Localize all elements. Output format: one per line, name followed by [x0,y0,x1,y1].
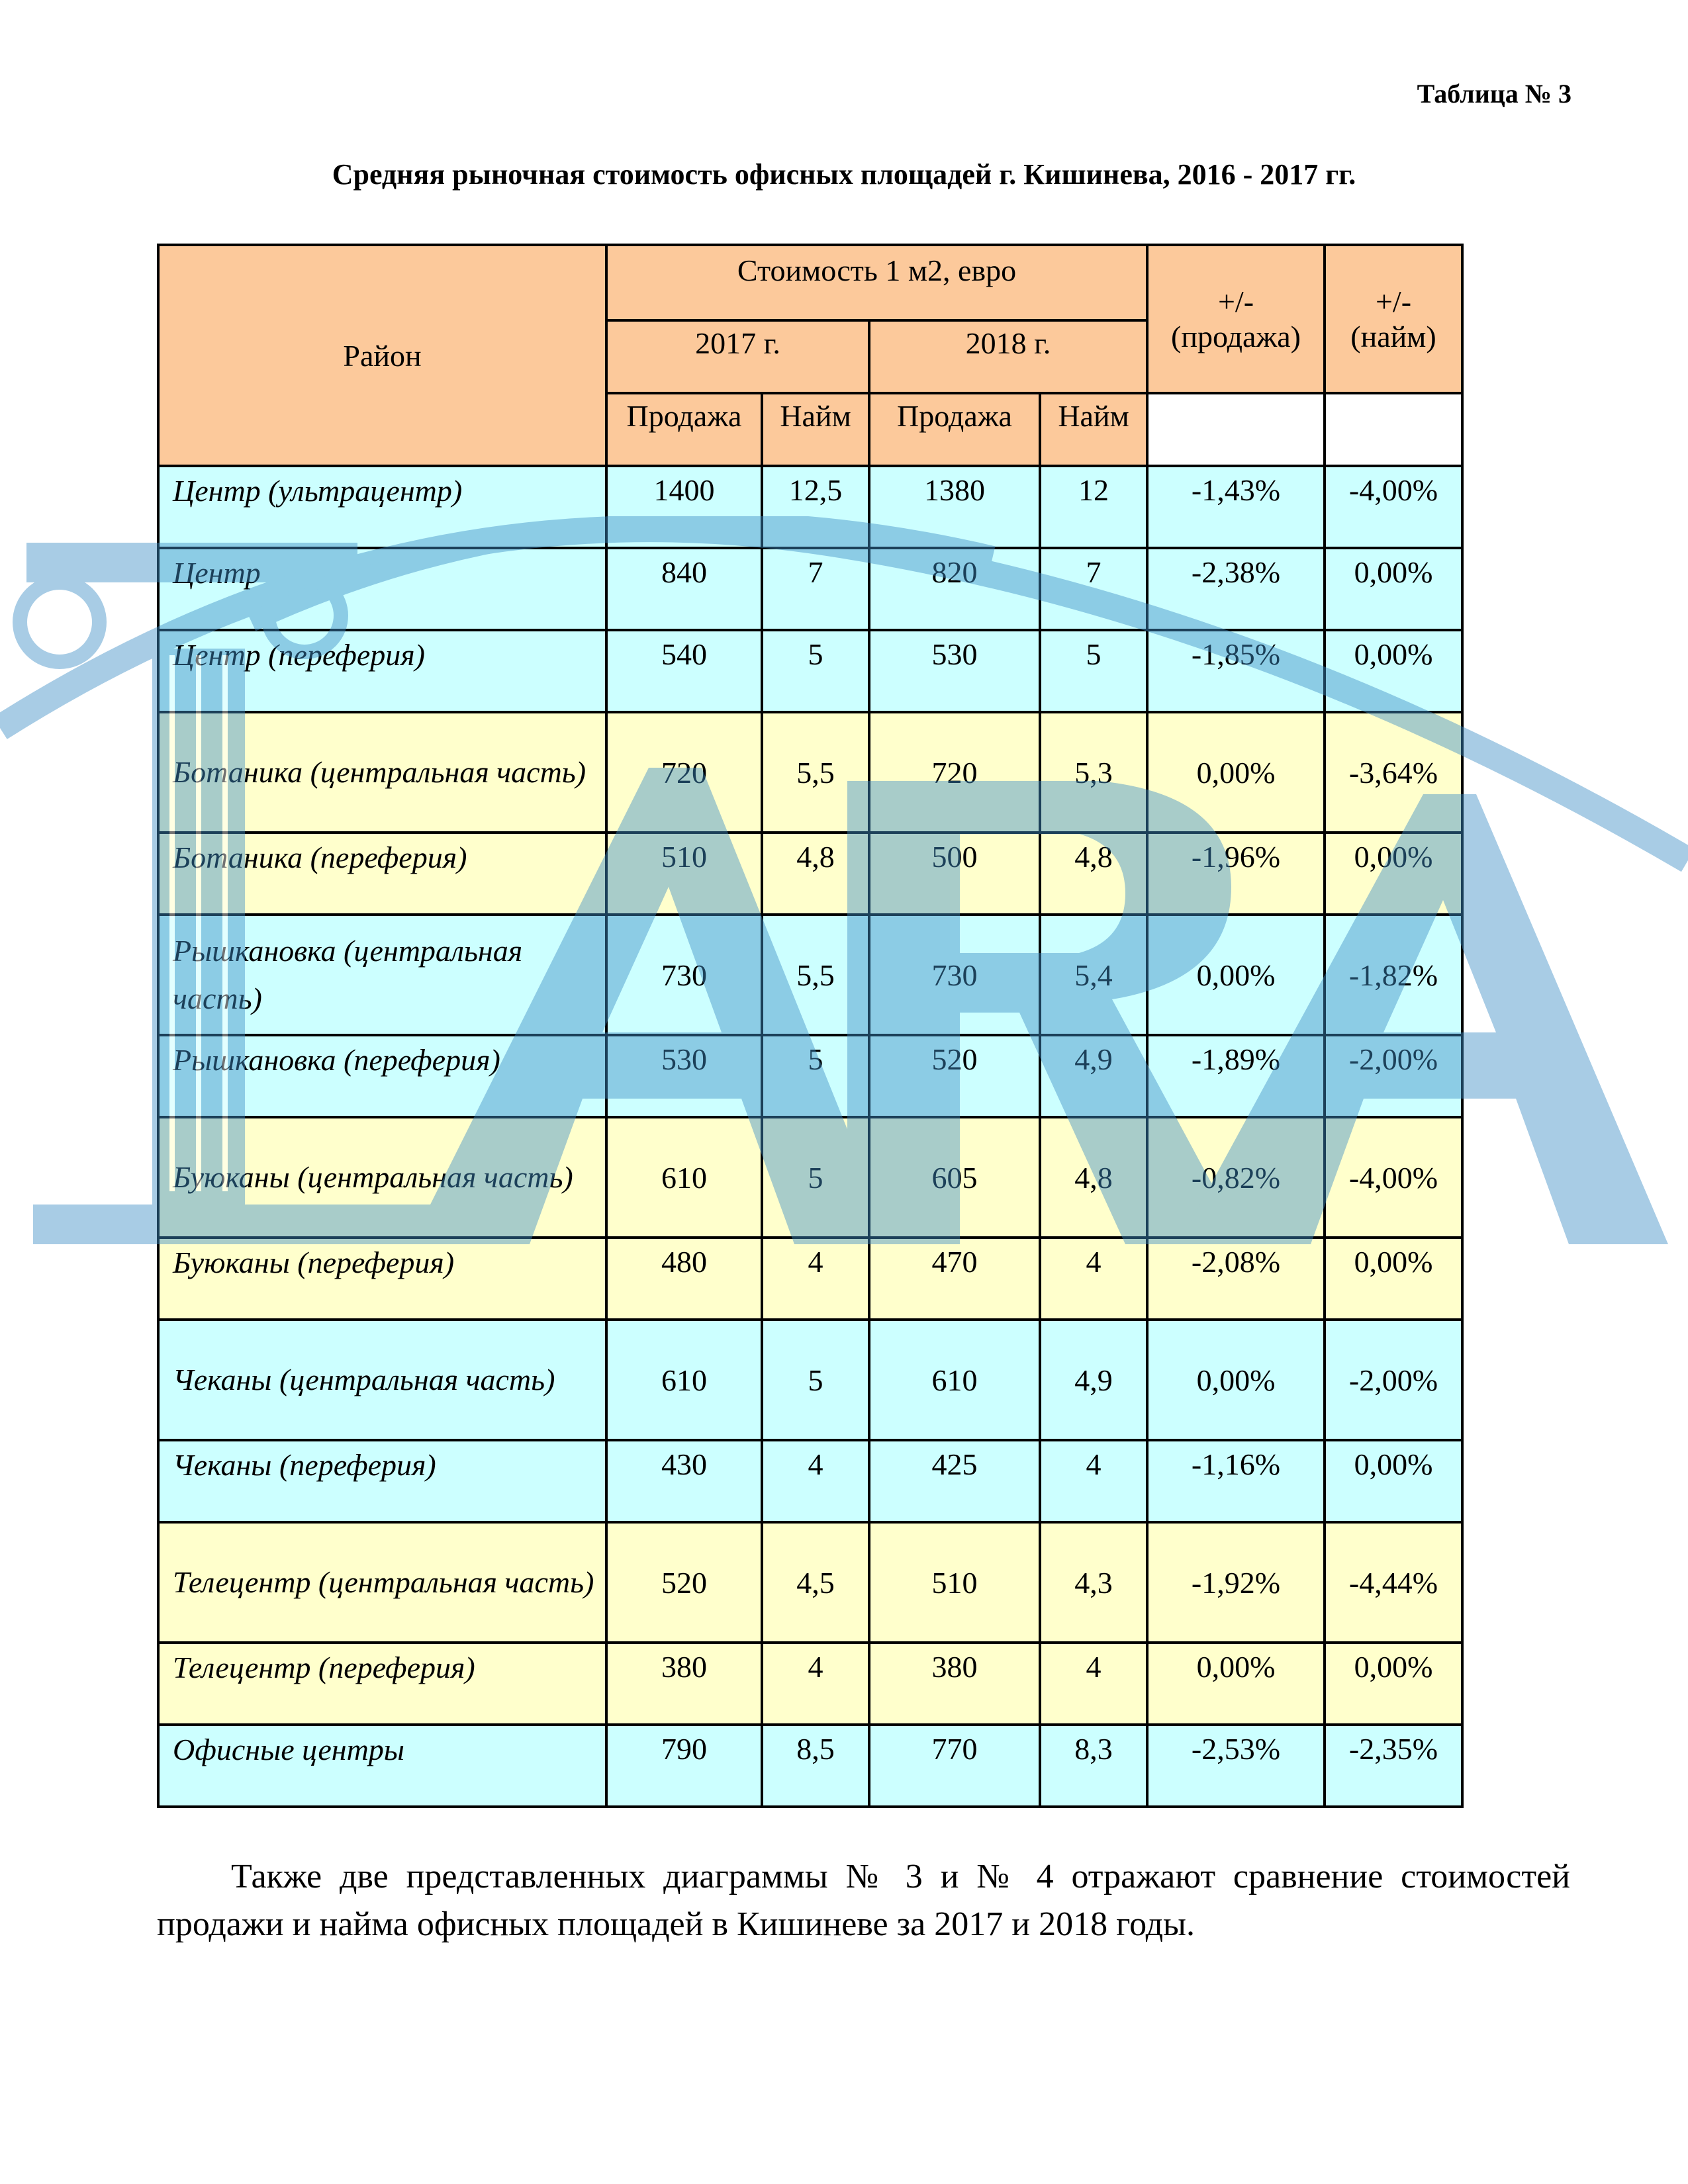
header-delta-rent-label: (найм) [1350,320,1436,353]
header-year-2018: 2018 г. [869,320,1147,393]
cell-delta-rent: -2,00% [1325,1320,1462,1440]
cell-delta-sale: -2,53% [1147,1725,1325,1807]
cell-rent-2018: 4 [1040,1643,1147,1725]
cell-delta-rent: -2,00% [1325,1035,1462,1117]
header-delta-rent [1325,245,1462,393]
cell-rent-2017: 12,5 [762,466,869,548]
office-price-table [157,244,1464,1808]
cell-sale-2017: 840 [606,548,762,630]
cell-sale-2018: 605 [869,1117,1040,1238]
cell-sale-2018: 770 [869,1725,1040,1807]
cell-delta-rent: 0,00% [1325,630,1462,712]
cell-sale-2017: 730 [606,915,762,1035]
cell-sale-2017: 520 [606,1522,762,1643]
cell-rent-2017: 5,5 [762,915,869,1035]
table-row [158,1440,1462,1522]
cell-rent-2018: 4,8 [1040,1117,1147,1238]
header-delta-rent-sign: +/- [1375,285,1412,318]
cell-sale-2017: 610 [606,1320,762,1440]
cell-rayon: Ботаника (переферия) [158,833,606,915]
header-year-2017: 2017 г. [606,320,869,393]
cell-rent-2018: 4,3 [1040,1522,1147,1643]
table-row [158,630,1462,712]
cell-sale-2018: 1380 [869,466,1040,548]
document-title: Средняя рыночная стоимость офисных площадей г. Кишинева, 2016 - 2017 гг. [332,158,1356,191]
table-row [158,915,1462,1035]
cell-sale-2018: 820 [869,548,1040,630]
cell-delta-sale: -2,08% [1147,1238,1325,1320]
body-paragraph: Также две представленных диаграммы № 3 и № 4 отражают сравнение стоимостей продажи и найма офисных площадей в Кишиневе за 2017 и 2018 годы. [157,1858,1570,1943]
cell-sale-2018: 610 [869,1320,1040,1440]
cell-sale-2017: 790 [606,1725,762,1807]
cell-rayon: Чеканы (переферия) [158,1440,606,1522]
cell-delta-rent: -4,44% [1325,1522,1462,1643]
cell-sale-2017: 1400 [606,466,762,548]
cell-sale-2018: 425 [869,1440,1040,1522]
cell-rent-2017: 5 [762,1320,869,1440]
cell-rent-2017: 7 [762,548,869,630]
cell-delta-sale: -1,16% [1147,1440,1325,1522]
cell-sale-2018: 380 [869,1643,1040,1725]
cell-sale-2017: 480 [606,1238,762,1320]
cell-rayon: Телецентр (центральная часть) [158,1522,606,1643]
header-sale-2017: Продажа [606,393,762,466]
cell-sale-2018: 530 [869,630,1040,712]
cell-rent-2018: 5,3 [1040,712,1147,833]
header-rent-2017: Найм [762,393,869,466]
cell-rent-2018: 4 [1040,1238,1147,1320]
cell-rayon: Буюканы (переферия) [158,1238,606,1320]
cell-delta-rent: -4,00% [1325,1117,1462,1238]
cell-rayon: Центр (переферия) [158,630,606,712]
cell-delta-rent: 0,00% [1325,1440,1462,1522]
cell-delta-sale: 0,00% [1147,1320,1325,1440]
cell-sale-2018: 520 [869,1035,1040,1117]
header-cost: Стоимость 1 м2, евро [606,245,1147,320]
cell-rayon: Буюканы (центральная часть) [158,1117,606,1238]
table-row [158,833,1462,915]
cell-rent-2018: 8,3 [1040,1725,1147,1807]
cell-delta-rent: 0,00% [1325,833,1462,915]
cell-delta-rent: 0,00% [1325,548,1462,630]
header-delta-sale [1147,245,1325,393]
cell-rent-2017: 5,5 [762,712,869,833]
cell-delta-rent: -3,64% [1325,712,1462,833]
cell-delta-sale: 0,00% [1147,915,1325,1035]
cell-rent-2017: 4 [762,1440,869,1522]
cell-delta-sale: -1,96% [1147,833,1325,915]
cell-rayon: Центр (ультрацентр) [158,466,606,548]
table-row [158,1725,1462,1807]
cell-rent-2017: 5 [762,1117,869,1238]
cell-sale-2017: 720 [606,712,762,833]
cell-sale-2018: 730 [869,915,1040,1035]
cell-rayon: Ботаника (центральная часть) [158,712,606,833]
table-row [158,1320,1462,1440]
cell-delta-rent: 0,00% [1325,1643,1462,1725]
cell-sale-2017: 530 [606,1035,762,1117]
header-delta-sale-label: (продажа) [1171,320,1301,353]
cell-rent-2018: 4,8 [1040,833,1147,915]
cell-delta-sale: -0,82% [1147,1117,1325,1238]
cell-delta-sale: -2,38% [1147,548,1325,630]
table-row [158,1522,1462,1643]
cell-sale-2018: 500 [869,833,1040,915]
cell-rent-2018: 4,9 [1040,1035,1147,1117]
cell-rayon: Телецентр (переферия) [158,1643,606,1725]
cell-delta-rent: -1,82% [1325,915,1462,1035]
cell-delta-sale: -1,43% [1147,466,1325,548]
cell-delta-rent: 0,00% [1325,1238,1462,1320]
cell-delta-sale: -1,85% [1147,630,1325,712]
header-blank-delta-sale [1147,393,1325,466]
cell-rent-2018: 5,4 [1040,915,1147,1035]
cell-delta-sale: 0,00% [1147,1643,1325,1725]
table-row [158,1117,1462,1238]
cell-sale-2018: 470 [869,1238,1040,1320]
cell-sale-2017: 510 [606,833,762,915]
cell-delta-sale: -1,92% [1147,1522,1325,1643]
cell-rent-2018: 5 [1040,630,1147,712]
table-row [158,466,1462,548]
cell-rent-2017: 5 [762,630,869,712]
cell-sale-2017: 540 [606,630,762,712]
cell-rent-2018: 12 [1040,466,1147,548]
cell-rayon: Центр [158,548,606,630]
table-body [158,466,1462,1807]
header-blank-delta-rent [1325,393,1462,466]
table-number-label: Таблица № 3 [1417,79,1571,109]
table-row [158,712,1462,833]
cell-rent-2017: 4,5 [762,1522,869,1643]
cell-rent-2017: 4,8 [762,833,869,915]
cell-sale-2017: 430 [606,1440,762,1522]
table-row [158,1035,1462,1117]
cell-rayon: Офисные центры [158,1725,606,1807]
table-row [158,1238,1462,1320]
cell-sale-2017: 380 [606,1643,762,1725]
cell-delta-sale: -1,89% [1147,1035,1325,1117]
cell-rent-2018: 4 [1040,1440,1147,1522]
cell-rayon: Чеканы (центральная часть) [158,1320,606,1440]
cell-rayon: Рышкановка (центральная часть) [158,915,606,1035]
header-sale-2018: Продажа [869,393,1040,466]
cell-sale-2018: 720 [869,712,1040,833]
cell-rent-2017: 4 [762,1238,869,1320]
header-delta-sale-sign: +/- [1217,285,1254,318]
cell-rayon: Рышкановка (переферия) [158,1035,606,1117]
cell-delta-rent: -2,35% [1325,1725,1462,1807]
cell-rent-2018: 7 [1040,548,1147,630]
cell-delta-sale: 0,00% [1147,712,1325,833]
cell-delta-rent: -4,00% [1325,466,1462,548]
table-row [158,1643,1462,1725]
cell-rent-2017: 4 [762,1643,869,1725]
header-rent-2018: Найм [1040,393,1147,466]
cell-rent-2017: 8,5 [762,1725,869,1807]
header-rayon: Район [158,245,606,466]
cell-rent-2018: 4,9 [1040,1320,1147,1440]
cell-sale-2017: 610 [606,1117,762,1238]
cell-sale-2018: 510 [869,1522,1040,1643]
cell-rent-2017: 5 [762,1035,869,1117]
table-row [158,548,1462,630]
